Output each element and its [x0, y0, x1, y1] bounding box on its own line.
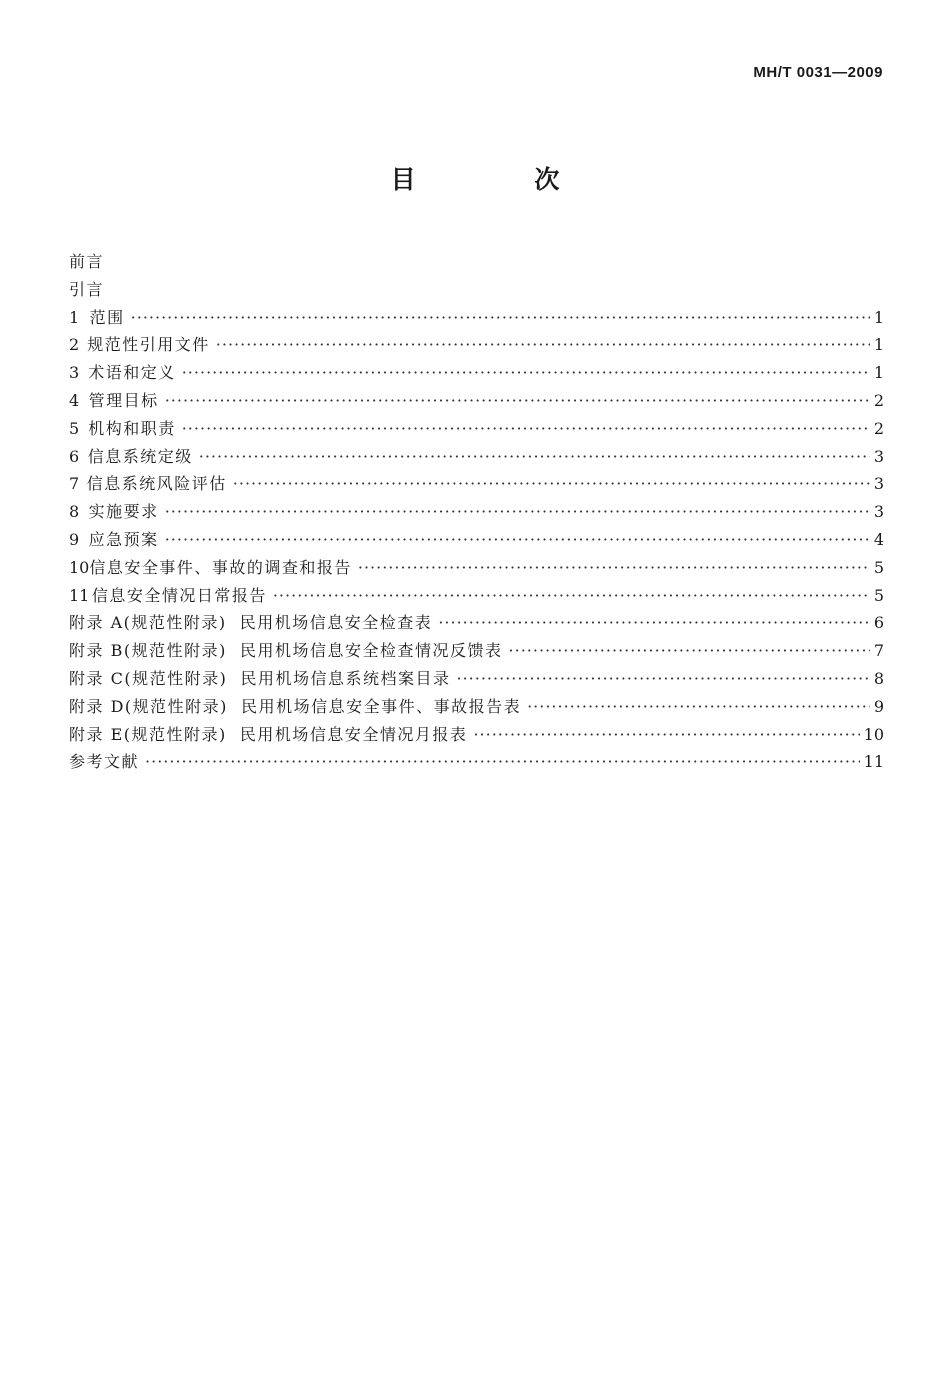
toc-item[interactable]	[69, 387, 884, 415]
toc-label: 规范性引用文件	[87, 335, 210, 355]
toc-number: 2	[69, 335, 80, 355]
toc-page-number: 9	[873, 696, 884, 716]
dot-leader	[527, 693, 870, 721]
toc-appendix-item[interactable]	[69, 665, 884, 693]
toc-number: 7	[69, 474, 80, 494]
dot-leader	[165, 526, 870, 554]
toc-label: 附录 D(规范性附录) 民用机场信息安全事件、事故报告表	[69, 696, 522, 716]
toc-page-number: 6	[873, 613, 884, 633]
dot-leader	[145, 748, 860, 776]
table-of-contents	[69, 248, 884, 776]
dot-leader	[182, 415, 870, 443]
dot-leader	[199, 443, 870, 471]
toc-item-foreword[interactable]	[69, 248, 884, 276]
toc-item[interactable]	[69, 331, 884, 359]
toc-page-number: 11	[863, 752, 884, 772]
toc-page-number: 3	[873, 502, 884, 522]
toc-page-number: 7	[873, 641, 884, 661]
toc-page-number: 8	[873, 668, 884, 688]
toc-label: 机构和职责	[88, 418, 176, 438]
dot-leader	[358, 554, 870, 582]
dot-leader	[131, 304, 870, 332]
toc-label: 信息安全事件、事故的调查和报告	[89, 557, 352, 577]
toc-label: 附录 E(规范性附录) 民用机场信息安全情况月报表	[69, 724, 468, 744]
toc-item[interactable]	[69, 582, 884, 610]
toc-label: 参考文献	[69, 752, 140, 772]
toc-label: 信息系统定级	[87, 446, 193, 466]
page-title: 目 次	[390, 165, 615, 194]
dot-leader	[233, 470, 870, 498]
toc-page-number: 3	[873, 446, 884, 466]
toc-page-number: 2	[873, 418, 884, 438]
toc-label: 实施要求	[88, 502, 159, 522]
toc-item[interactable]	[69, 470, 884, 498]
toc-appendix-item[interactable]	[69, 693, 884, 721]
toc-page-number: 2	[873, 390, 884, 410]
toc-number: 6	[69, 446, 80, 466]
toc-label: 附录 B(规范性附录) 民用机场信息安全检查情况反馈表	[69, 641, 503, 661]
toc-page-number: 1	[873, 335, 884, 355]
toc-label: 管理目标	[88, 390, 159, 410]
dot-leader	[165, 387, 870, 415]
toc-number: 8	[69, 502, 80, 522]
toc-item-introduction[interactable]	[69, 276, 884, 304]
toc-label: 应急预案	[88, 529, 159, 549]
toc-page-number: 3	[873, 474, 884, 494]
toc-label: 前言	[69, 252, 105, 271]
toc-item[interactable]	[69, 443, 884, 471]
dot-leader	[473, 721, 859, 749]
toc-number: 10	[69, 557, 90, 577]
toc-label: 附录 C(规范性附录) 民用机场信息系统档案目录	[69, 668, 451, 688]
toc-number: 1	[69, 307, 80, 327]
toc-number: 5	[69, 418, 80, 438]
standard-code: MH/T 0031—2009	[753, 64, 883, 81]
toc-page-number: 5	[873, 585, 884, 605]
toc-label: 范围	[89, 307, 125, 327]
toc-number: 4	[69, 390, 80, 410]
toc-appendix-item[interactable]	[69, 609, 884, 637]
toc-page-number: 1	[873, 307, 884, 327]
toc-label: 引言	[69, 279, 105, 299]
toc-item[interactable]	[69, 359, 884, 387]
toc-label: 附录 A(规范性附录) 民用机场信息安全检查表	[69, 613, 433, 633]
toc-item[interactable]	[69, 526, 884, 554]
toc-number: 9	[69, 529, 80, 549]
dot-leader	[216, 331, 870, 359]
dot-leader	[457, 665, 870, 693]
dot-leader	[438, 609, 870, 637]
toc-label: 术语和定义	[88, 363, 176, 383]
toc-number: 3	[69, 363, 80, 383]
toc-number: 11	[69, 585, 90, 605]
toc-page-number: 4	[873, 529, 884, 549]
toc-label: 信息安全情况日常报告	[91, 585, 267, 605]
dot-leader	[273, 582, 870, 610]
toc-page-number: 10	[863, 724, 884, 744]
dot-leader	[165, 498, 870, 526]
toc-item[interactable]	[69, 498, 884, 526]
toc-item-references[interactable]	[69, 748, 884, 776]
toc-page-number: 1	[873, 363, 884, 383]
toc-page-number: 5	[873, 557, 884, 577]
toc-appendix-item[interactable]	[69, 637, 884, 665]
toc-appendix-item[interactable]	[69, 721, 884, 749]
toc-item[interactable]	[69, 304, 884, 332]
toc-label: 信息系统风险评估	[86, 474, 227, 494]
toc-item[interactable]	[69, 554, 884, 582]
dot-leader	[509, 637, 870, 665]
dot-leader	[182, 359, 870, 387]
toc-item[interactable]	[69, 415, 884, 443]
